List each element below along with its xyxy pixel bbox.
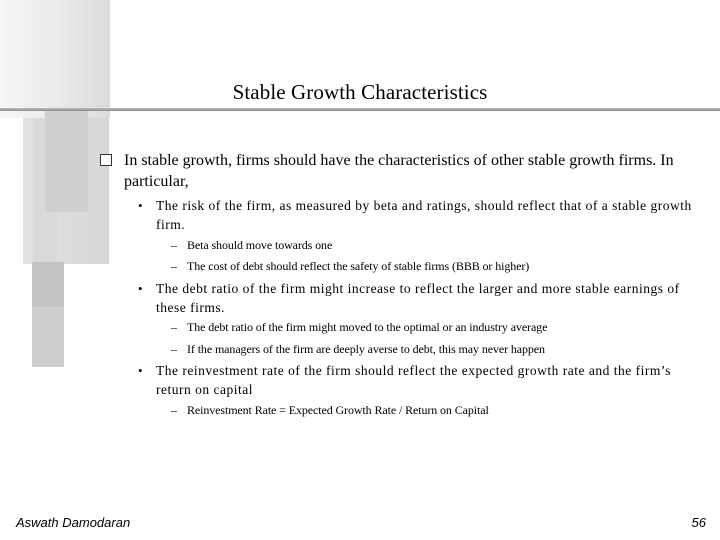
- square-bullet-icon: [100, 154, 112, 166]
- bullet-dot-icon: •: [138, 198, 143, 213]
- sub-bullet-text: The cost of debt should reflect the safety of stable firms (BBB or higher): [187, 259, 530, 273]
- dash-marker: –: [171, 259, 177, 273]
- bullet-text: The debt ratio of the firm might increase to reflect the larger and more stable earnings of these firms.: [156, 281, 680, 315]
- dash-marker: –: [171, 238, 177, 252]
- bullet-dot-icon: •: [138, 281, 143, 296]
- dash-marker: –: [171, 342, 177, 356]
- sub-bullet-text: If the managers of the firm are deeply averse to debt, this may never happen: [187, 342, 545, 356]
- decorative-gradient-block: [32, 262, 64, 307]
- sub-bullet-text: The debt ratio of the firm might moved to the optimal or an industry average: [187, 320, 548, 334]
- page-number: 56: [691, 515, 706, 530]
- sub-bullet-text: Reinvestment Rate = Expected Growth Rate / Return on Capital: [187, 403, 489, 417]
- slide-title: Stable Growth Characteristics: [232, 80, 488, 104]
- sub-bullet-text: Beta should move towards one: [187, 238, 333, 252]
- decorative-gradient-block: [32, 307, 64, 367]
- decorative-gradient-block: [45, 110, 88, 212]
- footer-author: Aswath Damodaran: [16, 515, 131, 530]
- dash-marker: –: [171, 403, 177, 417]
- dash-marker: –: [171, 320, 177, 334]
- title-divider: [0, 108, 720, 111]
- bullet-text: The risk of the firm, as measured by beta and ratings, should reflect that of a stable growth firm.: [156, 198, 692, 232]
- main-point: In stable growth, firms should have the characteristics of other stable growth firms. In particular,: [124, 152, 674, 190]
- bullet-text: The reinvestment rate of the firm should reflect the expected growth rate and the firm’s return on capital: [156, 363, 671, 397]
- bullet-dot-icon: •: [138, 363, 143, 378]
